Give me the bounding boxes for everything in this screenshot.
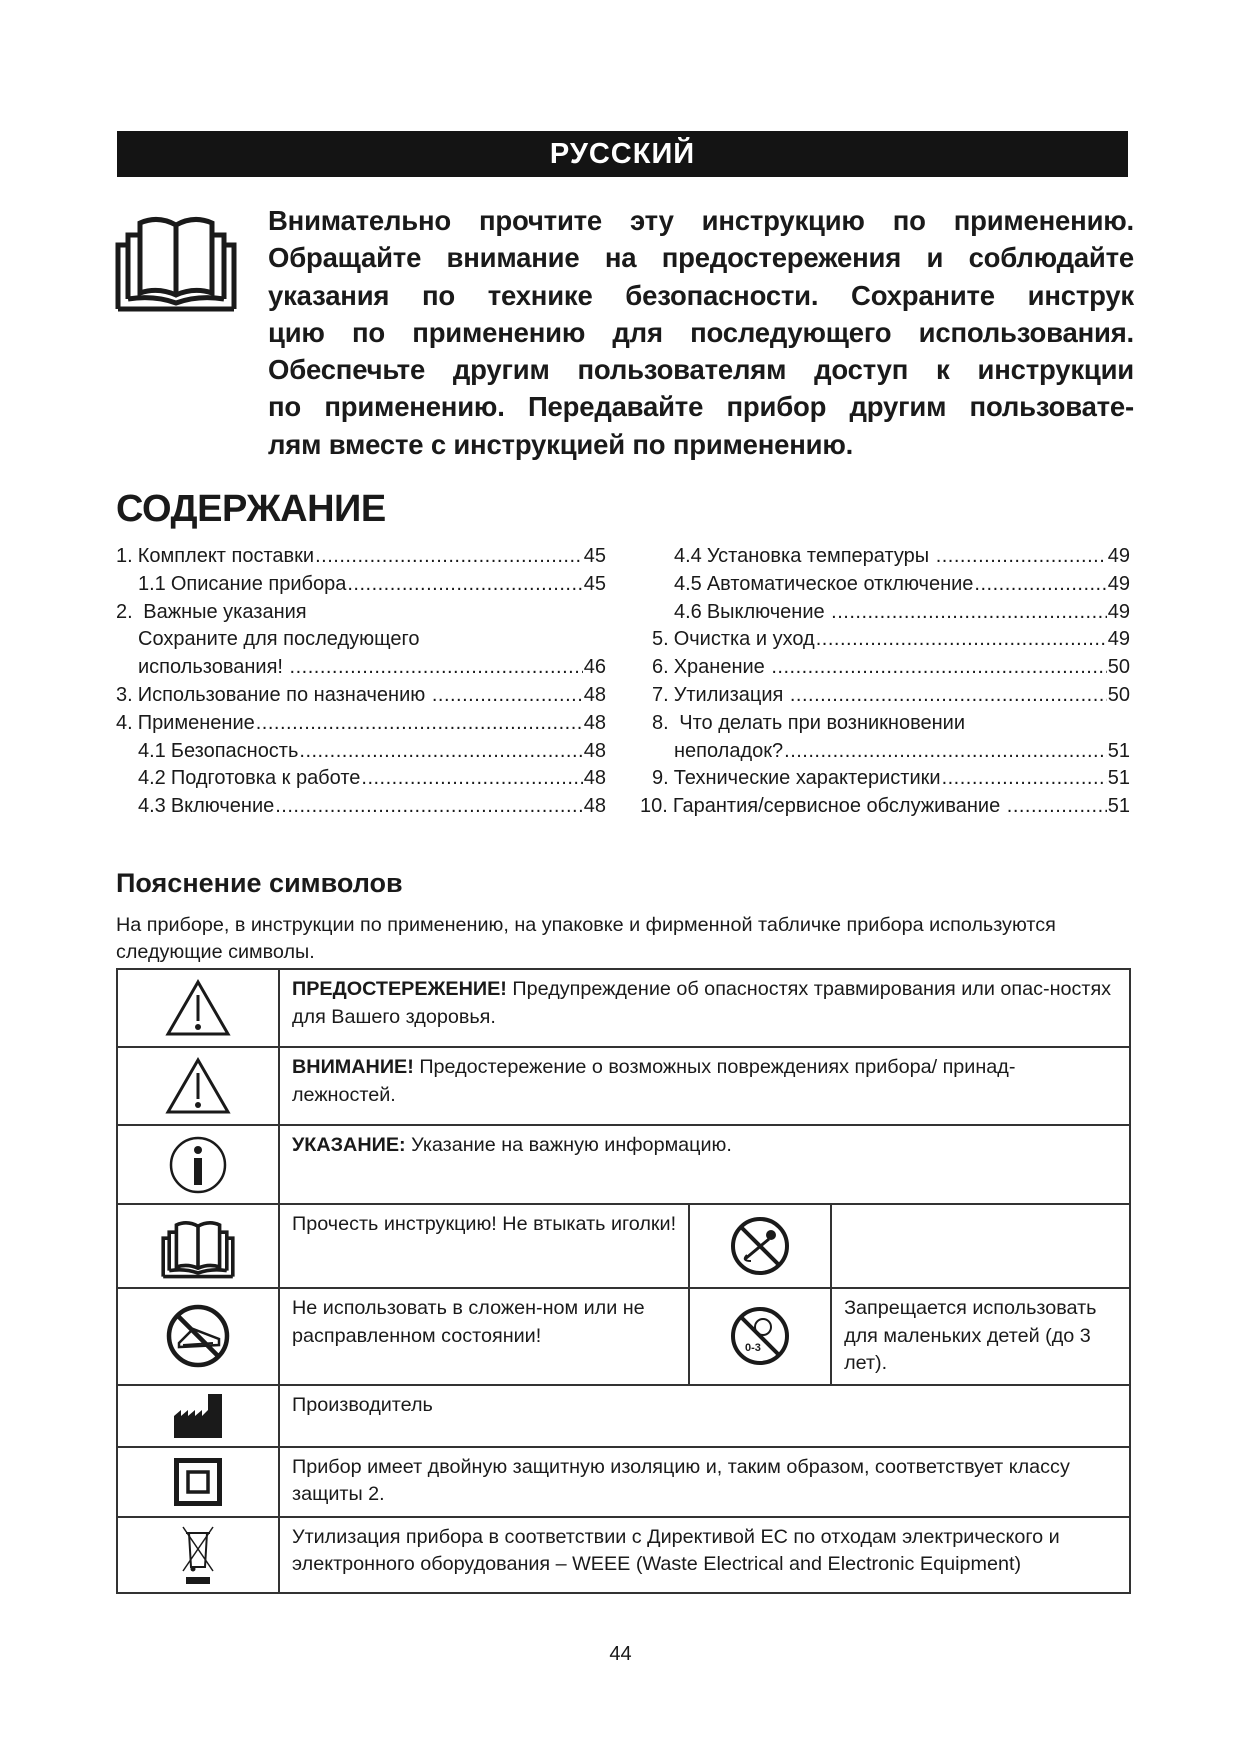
toc-label: Что делать при возникновении bbox=[673, 711, 966, 734]
table-row bbox=[117, 1288, 1130, 1385]
toc-entry bbox=[640, 626, 1130, 654]
read-manual-icon bbox=[117, 1204, 279, 1288]
info-icon bbox=[117, 1125, 279, 1204]
weee-bin-icon bbox=[117, 1517, 279, 1593]
intro-line: лям вместе с инструкцией по применению. bbox=[268, 428, 854, 460]
toc-entry bbox=[640, 710, 1130, 738]
toc-entry bbox=[116, 571, 606, 599]
intro-line: цию по применению для последующего использования. bbox=[268, 316, 1134, 348]
toc-label: Хранение bbox=[673, 656, 771, 679]
toc-leader-dots bbox=[299, 738, 582, 766]
toc-entry bbox=[640, 793, 1130, 821]
toc-page-number: 49 bbox=[1107, 572, 1130, 595]
toc-label: Установка температуры bbox=[706, 545, 935, 567]
warning-text: Предупреждение об опасностях травмирования или опас-ностях для Вашего здоровья. bbox=[292, 978, 1112, 1028]
toc-entry bbox=[640, 571, 1130, 599]
toc-leader-dots bbox=[771, 654, 1106, 682]
intro-line: Обращайте внимание на предостережения и соблюдайте bbox=[268, 242, 1134, 274]
toc-entry bbox=[116, 626, 606, 654]
toc-number: 4.2 bbox=[138, 767, 166, 790]
table-row bbox=[117, 1517, 1130, 1593]
toc-entry bbox=[640, 599, 1130, 627]
toc-entry bbox=[640, 738, 1130, 766]
toc-label: Важные указания bbox=[137, 600, 307, 623]
toc-page-number: 50 bbox=[1107, 656, 1130, 679]
toc-entry bbox=[116, 682, 606, 710]
toc-page-number: 48 bbox=[583, 795, 606, 818]
toc-entry bbox=[116, 599, 606, 627]
warning-label: ПРЕДОСТЕРЕЖЕНИЕ! bbox=[292, 978, 507, 1000]
toc-label: Включение bbox=[170, 795, 275, 818]
warning-triangle-icon bbox=[117, 969, 279, 1047]
toc-page-number: 46 bbox=[583, 656, 606, 679]
toc-number: 2. bbox=[116, 600, 133, 623]
toc-page-number: 48 bbox=[583, 767, 606, 790]
caution-text: Предостережение о возможных повреждениях прибора/ принад-лежностей. bbox=[292, 1056, 1016, 1106]
no-children-description: Запрещается использовать для маленьких детей (до 3 лет). bbox=[831, 1288, 1130, 1385]
toc-leader-dots bbox=[936, 543, 1107, 571]
toc-number: 4.1 bbox=[138, 739, 166, 762]
toc-page-number: 48 bbox=[583, 739, 606, 762]
toc-page-number: 49 bbox=[1107, 545, 1130, 567]
toc-page-number: 50 bbox=[1107, 683, 1130, 706]
toc-entry bbox=[116, 710, 606, 738]
manufacturer-description: Производитель bbox=[279, 1385, 1130, 1447]
toc-entry bbox=[116, 765, 606, 793]
table-row bbox=[117, 1125, 1130, 1204]
warning-description bbox=[279, 969, 1130, 1047]
table-row bbox=[117, 1047, 1130, 1125]
symbols-title: Пояснение символов bbox=[116, 868, 403, 898]
toc-leader-dots bbox=[816, 626, 1107, 654]
toc-leader-dots bbox=[784, 738, 1107, 766]
toc-page-number: 49 bbox=[1107, 628, 1130, 651]
toc-label: Подготовка к работе bbox=[170, 767, 361, 790]
toc-label: неполадок? bbox=[674, 739, 784, 762]
toc-entry bbox=[640, 543, 1130, 571]
note-description bbox=[279, 1125, 1130, 1204]
toc-leader-dots bbox=[974, 571, 1106, 599]
symbols-intro: На приборе, в инструкции по применению, на упаковке и фирменной табличке прибора используются следующие символы. bbox=[116, 914, 1056, 963]
no-folded-use-icon bbox=[117, 1288, 279, 1385]
table-row bbox=[117, 1447, 1130, 1517]
table-row bbox=[117, 1385, 1130, 1447]
toc-leader-dots bbox=[315, 543, 583, 571]
toc-label: Описание прибора bbox=[170, 572, 347, 595]
toc-label: Технические характеристики bbox=[673, 767, 941, 790]
toc-label: Использование по назначению bbox=[137, 683, 431, 706]
toc-number: 4.4 bbox=[674, 545, 702, 567]
no-folded-description: Не использовать в сложен-ном или не расправленном состоянии! bbox=[279, 1288, 689, 1385]
toc-leader-dots bbox=[831, 599, 1107, 627]
manufacturer-icon bbox=[117, 1385, 279, 1447]
page-number: 44 bbox=[609, 1643, 632, 1665]
toc-label: Безопасность bbox=[170, 739, 299, 762]
toc-number: 3. bbox=[116, 683, 133, 706]
toc-page-number: 49 bbox=[1107, 600, 1130, 623]
toc-entry bbox=[640, 765, 1130, 793]
class2-description: Прибор имеет двойную защитную изоляцию и, таким образом, соответствует классу защиты 2. bbox=[279, 1447, 1130, 1517]
intro-warning-text bbox=[268, 202, 1134, 463]
toc-label: Применение bbox=[137, 711, 255, 734]
toc-leader-dots bbox=[790, 682, 1107, 710]
toc-leader-dots bbox=[275, 793, 583, 821]
toc-page-number: 51 bbox=[1107, 767, 1130, 790]
toc-label: использования! bbox=[138, 656, 289, 679]
toc-number: 6. bbox=[652, 656, 669, 679]
toc-number: 10. bbox=[640, 795, 668, 818]
toc-number: 7. bbox=[652, 683, 669, 706]
read-manual-icon bbox=[114, 203, 238, 313]
toc-leader-dots bbox=[256, 710, 583, 738]
table-row bbox=[117, 969, 1130, 1047]
empty-cell bbox=[831, 1204, 1130, 1288]
toc-label: Гарантия/сервисное обслуживание bbox=[672, 795, 1006, 818]
note-text: Указание на важную информацию. bbox=[405, 1134, 732, 1156]
intro-line: по применению. Передавайте прибор другим пользовате- bbox=[268, 391, 1134, 423]
toc-leader-dots bbox=[290, 654, 583, 682]
toc-number: 4.5 bbox=[674, 572, 702, 595]
toc-label: Очистка и уход bbox=[673, 628, 815, 651]
toc-entry bbox=[640, 654, 1130, 682]
toc-leader-dots bbox=[361, 765, 582, 793]
toc-number: 4. bbox=[116, 711, 133, 734]
toc-label: Утилизация bbox=[673, 683, 789, 706]
toc-number: 9. bbox=[652, 767, 669, 790]
symbols-table bbox=[116, 968, 1131, 1594]
toc-label: Комплект поставки bbox=[137, 545, 315, 567]
weee-description: Утилизация прибора в соответствии с Директивой ЕС по отходам электрического и электронного оборудования – WEEE (Waste Electrical and Electronic Equipment) bbox=[279, 1517, 1130, 1593]
read-manual-description: Прочесть инструкцию! Не втыкать иголки! bbox=[279, 1204, 689, 1288]
toc-number: 5. bbox=[652, 628, 669, 651]
toc-label: Автоматическое отключение bbox=[706, 572, 974, 595]
toc-left-column bbox=[116, 543, 606, 821]
toc-entry bbox=[116, 793, 606, 821]
toc-page-number: 48 bbox=[583, 683, 606, 706]
table-row bbox=[117, 1204, 1130, 1288]
intro-line: Внимательно прочтите эту инструкцию по применению. bbox=[268, 205, 1134, 236]
caution-label: ВНИМАНИЕ! bbox=[292, 1056, 414, 1078]
no-pins-icon bbox=[689, 1204, 831, 1288]
toc-leader-dots bbox=[347, 571, 582, 599]
language-header: РУССКИЙ bbox=[117, 131, 1128, 177]
toc-number: 8. bbox=[652, 711, 669, 734]
toc-number: 4.3 bbox=[138, 795, 166, 818]
intro-line: указания по технике безопасности. Сохраните инструк bbox=[268, 279, 1134, 311]
toc-entry bbox=[116, 654, 606, 682]
intro-line: Обеспечьте другим пользователям доступ к инструкции bbox=[268, 354, 1134, 386]
toc-page-number: 51 bbox=[1107, 795, 1130, 818]
toc-page-number: 45 bbox=[583, 545, 606, 567]
toc-number: 1. bbox=[116, 545, 133, 567]
toc-page-number: 48 bbox=[583, 711, 606, 734]
toc-page-number: 51 bbox=[1107, 739, 1130, 762]
toc-number: 1.1 bbox=[138, 572, 166, 595]
toc-leader-dots bbox=[432, 682, 583, 710]
double-insulation-icon bbox=[117, 1447, 279, 1517]
toc-entry bbox=[640, 682, 1130, 710]
toc-title: СОДЕРЖАНИЕ bbox=[116, 488, 386, 530]
caution-triangle-icon bbox=[117, 1047, 279, 1125]
toc-leader-dots bbox=[942, 765, 1107, 793]
toc-entry bbox=[116, 543, 606, 571]
toc-number: 4.6 bbox=[674, 600, 702, 623]
note-label: УКАЗАНИЕ: bbox=[292, 1134, 406, 1156]
toc-label: Выключение bbox=[706, 600, 831, 623]
toc-entry bbox=[116, 738, 606, 766]
toc-leader-dots bbox=[1007, 793, 1107, 821]
toc-page-number: 45 bbox=[583, 572, 606, 595]
no-children-0-3-icon bbox=[689, 1288, 831, 1385]
caution-description bbox=[279, 1047, 1130, 1125]
svg-text:0-3: 0-3 bbox=[745, 1342, 761, 1355]
toc-right-column bbox=[640, 543, 1130, 821]
toc-label: Сохраните для последующего bbox=[138, 628, 420, 651]
